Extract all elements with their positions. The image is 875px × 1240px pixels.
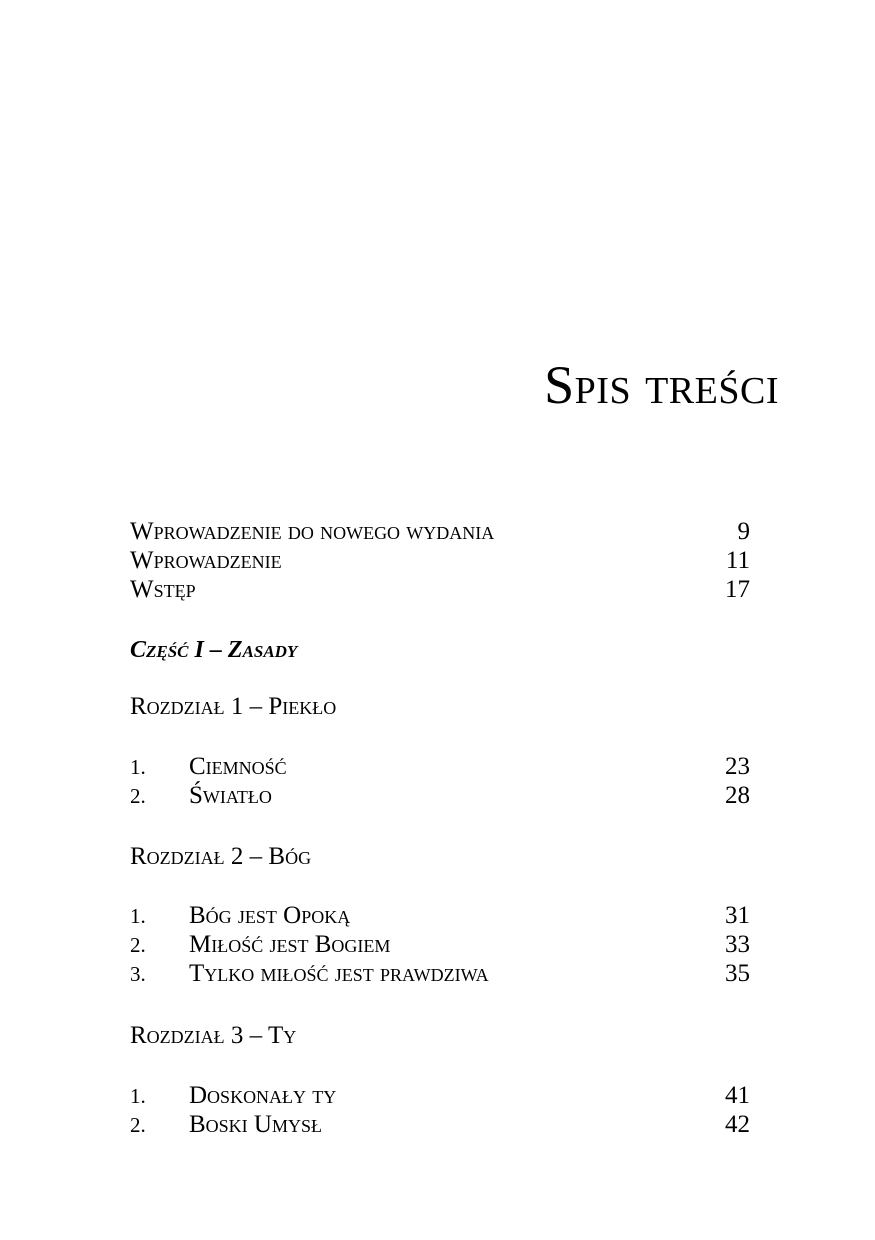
section-number: 2. [130,784,146,808]
section-page: 28 [725,782,750,809]
page-title: Spis treści [544,355,779,415]
section-label: Doskonały ty [189,1082,337,1109]
toc-section[interactable] [130,1110,750,1140]
section-label: Miłość jest Bogiem [189,931,391,958]
section-label: Boski Umysł [189,1111,322,1138]
toc-entry-label: Wprowadzenie [130,547,282,574]
toc-section[interactable] [130,752,750,782]
section-number: 1. [130,755,146,779]
toc-entry-page: 9 [737,518,750,545]
toc-entry[interactable] [130,546,750,576]
toc-section[interactable] [130,781,750,811]
section-label: Tylko miłość jest prawdziwa [189,960,489,987]
part-heading-label: Część I – Zasady [130,637,298,663]
section-page: 35 [725,960,750,987]
chapter-heading-label: Rozdział 1 – Piekło [130,693,337,720]
toc-section[interactable] [130,1081,750,1111]
toc-entry-label: Wstęp [130,576,196,603]
toc-entry-page: 17 [725,576,750,603]
section-number: 2. [130,933,146,957]
toc-section[interactable] [130,901,750,931]
section-label: Bóg jest Opoką [189,902,351,929]
part-heading [130,635,750,665]
toc-entry[interactable] [130,575,750,605]
section-page: 41 [725,1082,750,1109]
toc-entry[interactable] [130,517,750,547]
chapter-heading-label: Rozdział 2 – Bóg [130,843,312,870]
section-number: 2. [130,1113,146,1137]
chapter-heading-label: Rozdział 3 – Ty [130,1022,297,1049]
toc-section[interactable] [130,930,750,960]
section-page: 31 [725,902,750,929]
toc-entry-label: Wprowadzenie do nowego wydania [130,518,495,545]
chapter-heading[interactable] [130,1021,750,1051]
section-label: Ciemność [189,753,287,780]
section-label: Światło [189,782,272,809]
section-page: 23 [725,753,750,780]
chapter-heading[interactable] [130,842,750,872]
section-number: 3. [130,962,146,986]
chapter-heading[interactable] [130,692,750,722]
toc-section[interactable] [130,959,750,989]
section-page: 33 [725,931,750,958]
section-number: 1. [130,1084,146,1108]
section-page: 42 [725,1111,750,1138]
toc-entry-page: 11 [725,547,750,574]
section-number: 1. [130,904,146,928]
